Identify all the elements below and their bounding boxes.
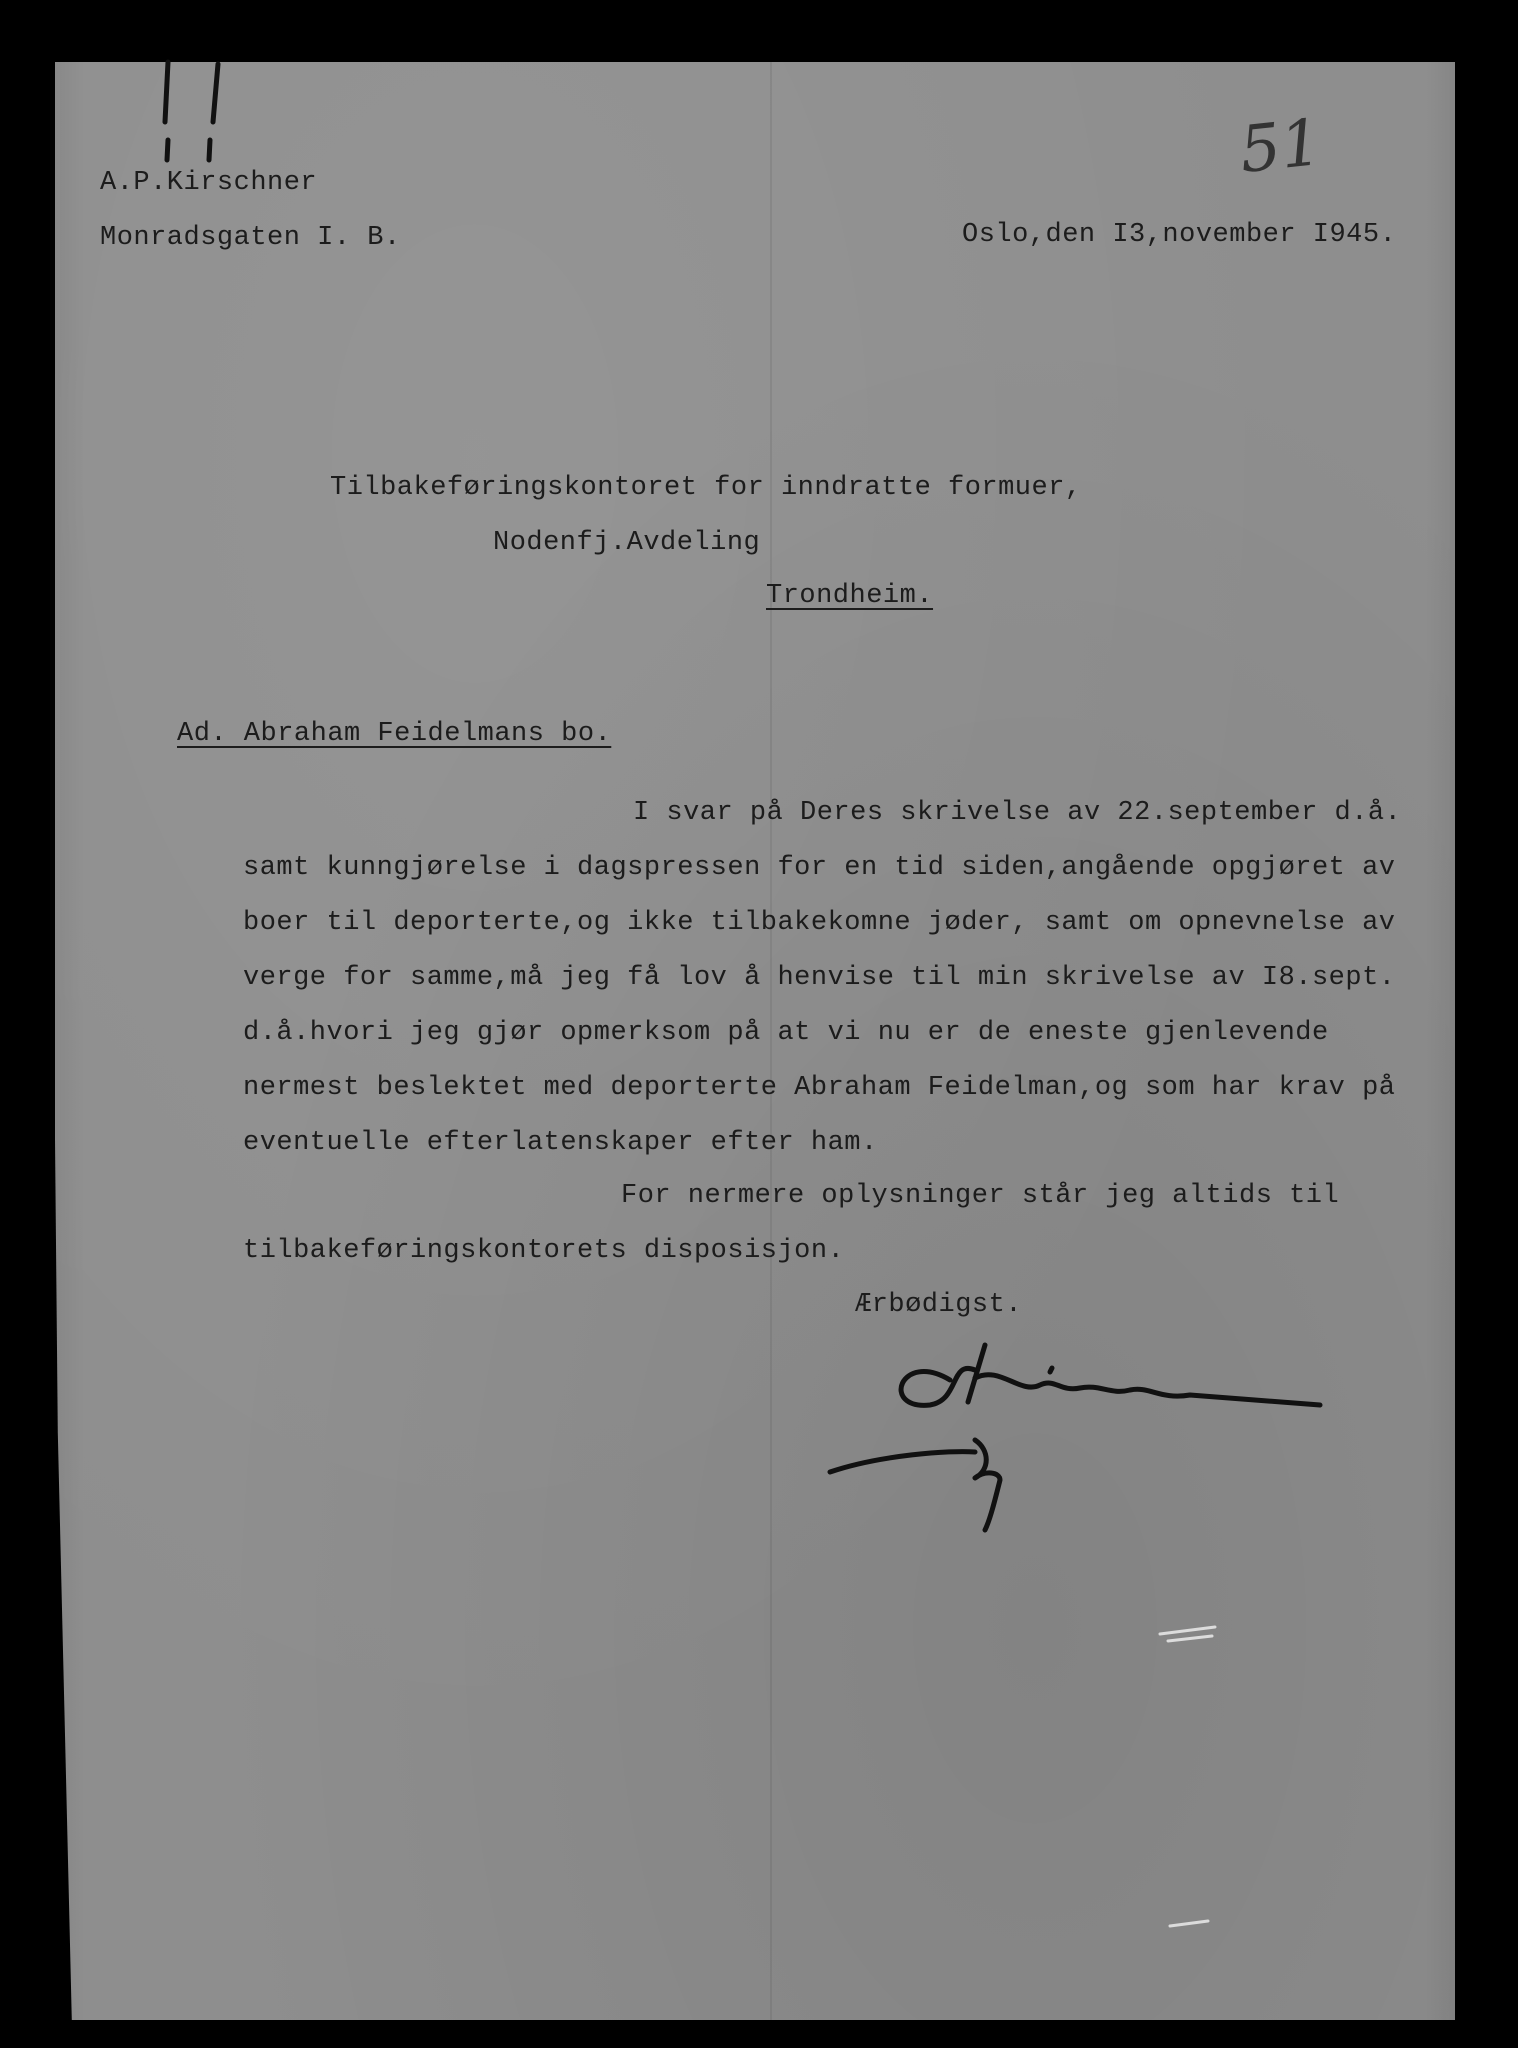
signoff: Ærbødigst. xyxy=(855,1290,1023,1320)
place-date: Oslo,den I3,november I945. xyxy=(962,220,1397,250)
body-line-7: eventuelle efterlatenskaper efter ham. xyxy=(243,1128,878,1158)
body-line-1: I svar på Deres skrivelse av 22.september d.å. xyxy=(633,798,1402,828)
stray-marks xyxy=(1160,1627,1215,1926)
page-number: 51 xyxy=(1236,105,1326,189)
closing-line-2: tilbakeføringskontorets disposisjon. xyxy=(243,1236,845,1266)
margin-pencil-strokes xyxy=(165,62,218,160)
recipient-line-2: Nodenfj.Avdeling xyxy=(493,528,761,558)
body-line-2: samt kunngjørelse i dagspressen for en tid siden,angående opgjøret av xyxy=(243,853,1396,883)
recipient-line-1: Tilbakeføringskontoret for inndratte formuer, xyxy=(330,473,1082,503)
closing-line-1: For nermere oplysninger står jeg altids til xyxy=(621,1181,1340,1211)
signature xyxy=(880,1340,1330,1540)
body-line-6: nermest beslektet med deporterte Abraham Feidelman,og som har krav på xyxy=(243,1073,1396,1103)
subject-line: Ad. Abraham Feidelmans bo. xyxy=(177,719,612,749)
body-line-4: verge for samme,må jeg få lov å henvise til min skrivelse av I8.sept. xyxy=(243,963,1396,993)
sender-name: A.P.Kirschner xyxy=(100,168,318,198)
body-line-3: boer til deporterte,og ikke tilbakekomne jøder, samt om opnevnelse av xyxy=(243,908,1396,938)
sender-address: Monradsgaten I. B. xyxy=(100,223,401,253)
body-line-5: d.å.hvori jeg gjør opmerksom på at vi nu er de eneste gjenlevende xyxy=(243,1018,1329,1048)
recipient-city: Trondheim. xyxy=(766,581,934,611)
